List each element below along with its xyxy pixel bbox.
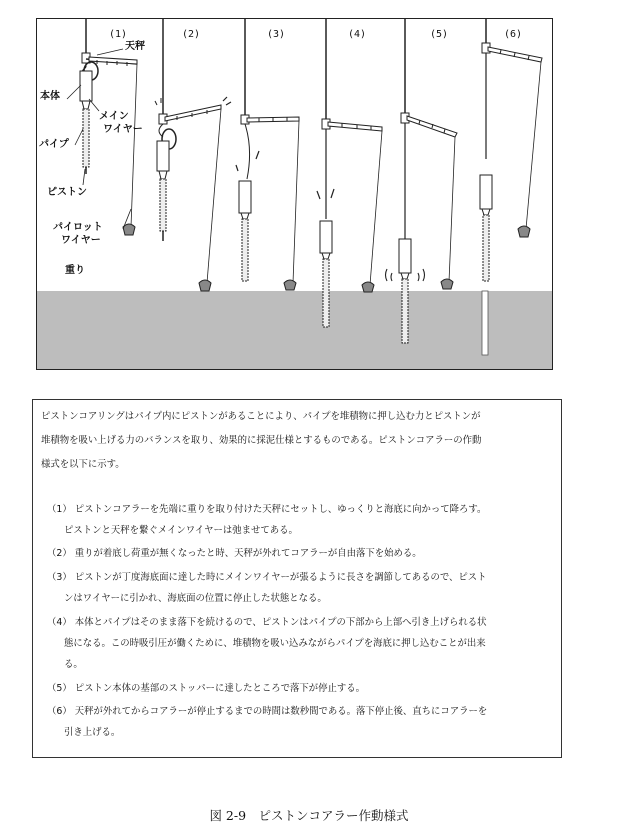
stage-2-drawing (155, 19, 231, 291)
intro-line-1: ピストンコアリングはパイプ内にピストンがあることにより、パイプを堆積物に押し込む力とピストンが (41, 411, 481, 422)
step-3-line-1: （3） ピストンが丁度海底面に達した時にメインワイヤーが張るように長さを調節してあるので、ピスト (47, 572, 487, 583)
stage-label-5: (5) (430, 29, 449, 40)
label-pilot-wire-2: ワイヤー (61, 235, 101, 246)
label-hontai: 本体 (40, 91, 60, 102)
step-4-line-2: 態になる。この時吸引圧が働くために、堆積物を吸い込みながらパイプを海底に押し込むことが出来 (64, 638, 486, 649)
label-piston: ピストン (47, 187, 87, 198)
figure-caption: 図 2-9 ピストンコアラー作動様式 (209, 808, 409, 823)
label-pilot-wire-1: パイロット (53, 222, 103, 233)
step-4-line-3: る。 (64, 659, 83, 670)
step-1-line-2: ピストンと天秤を繋ぐメインワイヤーは弛ませてある。 (64, 525, 298, 536)
step-6-line-1: （6） 天秤が外れてからコアラーが停止するまでの時間は数秒間である。落下停止後、直ちにコアラーを (47, 706, 488, 717)
description-box (32, 399, 562, 758)
step-4-line-1: （4） 本体とパイプはそのまま落下を続けるので、ピストンはパイプの下部から上部へ引き上げられる状 (47, 617, 487, 628)
seabed (37, 291, 552, 369)
step-2-line-1: （2） 重りが着底し荷重が無くなったと時、天秤が外れてコアラーが自由落下を始める。 (47, 548, 422, 559)
stage-label-6: (6) (504, 29, 523, 40)
label-weight: 重り (65, 265, 85, 276)
step-3-line-2: ンはワイヤーに引かれ、海底面の位置に停止した状態となる。 (64, 593, 327, 604)
diagram-drawing (37, 19, 552, 369)
step-6-line-2: 引き上げる。 (64, 727, 121, 738)
intro-line-2: 堆積物を吸い上げる力のバランスを取り、効果的に採泥仕様とするものである。ピストンコアラーの作動 (41, 435, 482, 446)
stage-label-4: (4) (348, 29, 367, 40)
piston-corer-diagram (36, 18, 553, 370)
step-5-line-1: （5） ピストン本体の基部のストッパーに達したところで落下が停止する。 (47, 683, 365, 694)
label-pipe: パイプ (39, 139, 69, 150)
stage-3-drawing (236, 19, 299, 290)
leader-lines (67, 49, 131, 229)
intro-line-3: 様式を以下に示す。 (41, 459, 125, 470)
label-main-wire-1: メイン (99, 111, 129, 122)
stage-4-drawing (317, 19, 382, 327)
label-tenbin: 天秤 (125, 41, 145, 52)
stage-label-3: (3) (267, 29, 286, 40)
step-1-line-1: （1） ピストンコアラーを先端に重りを取り付けた天秤にセットし、ゆっくりと海底に向かって降ろす。 (47, 504, 487, 515)
stage-label-2: (2) (182, 29, 201, 40)
stage-label-1: (1) (109, 29, 128, 40)
label-main-wire-2: ワイヤー (103, 124, 143, 135)
